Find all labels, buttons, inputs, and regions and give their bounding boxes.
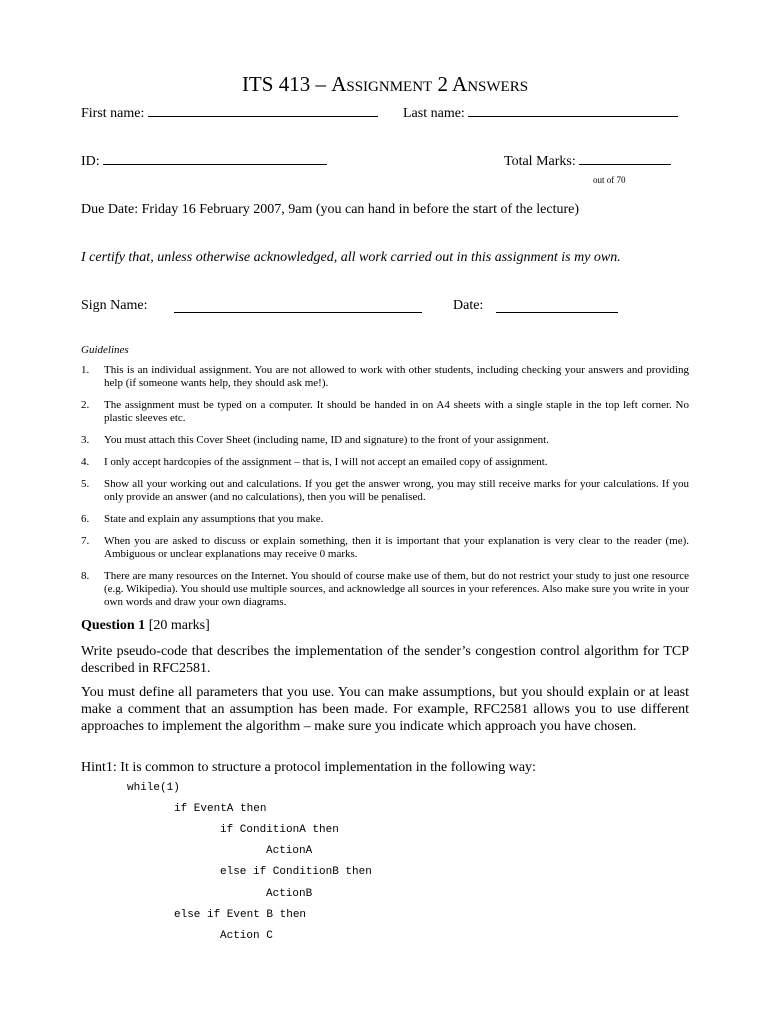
last-name-line — [468, 104, 678, 117]
guideline-item — [81, 456, 689, 469]
guideline-item — [81, 364, 689, 390]
question-1-para-1: Write pseudo-code that describes the implementation of the sender’s congestion control algorithm for TCP described in RFC2581. — [81, 644, 689, 676]
guideline-text: You must attach this Cover Sheet (including name, ID and signature) to the front of your assignment. — [104, 434, 549, 446]
code-line: Action C — [220, 930, 273, 942]
guideline-text: The assignment must be typed on a computer. It should be handed in on A4 sheets with a single staple in the top left corner. No plastic sleeves etc. — [104, 399, 689, 424]
title-prefix: ITS 413 – — [241, 72, 332, 96]
guideline-text: This is an individual assignment. You are not allowed to work with other students, including checking your answers and providing help (if someone wants help, they should ask me!). — [104, 364, 689, 389]
title-rest: Assignment 2 Answers — [331, 72, 529, 96]
sign-name-label: Sign Name: — [81, 298, 148, 313]
question-1-marks: [20 marks] — [145, 618, 210, 633]
guideline-number: 8. — [81, 570, 90, 582]
sign-name-line[interactable] — [174, 300, 422, 313]
guideline-text: I only accept hardcopies of the assignment – that is, I will not accept an emailed copy of assignment. — [104, 456, 548, 468]
code-line: if EventA then — [174, 803, 267, 815]
out-of-note: out of 70 — [593, 175, 626, 185]
guideline-number: 7. — [81, 535, 90, 547]
guideline-text: State and explain any assumptions that you make. — [104, 513, 324, 525]
guideline-item — [81, 478, 689, 504]
guideline-number: 2. — [81, 399, 90, 411]
code-line: if ConditionA then — [220, 824, 339, 836]
guideline-item — [81, 399, 689, 425]
code-line: ActionB — [266, 888, 313, 900]
question-1-heading — [81, 618, 210, 634]
question-1-title: Question 1 — [81, 618, 146, 633]
guideline-text: When you are asked to discuss or explain something, then it is important that your explanation is very clear to the reader (me). Ambiguous or unclear explanations may receive 0 marks. — [104, 535, 689, 560]
code-line: while(1) — [127, 782, 180, 794]
first-name-field[interactable] — [81, 104, 378, 122]
code-line: ActionA — [266, 845, 313, 857]
question-1-para-2: You must define all parameters that you use. You can make assumptions, but you should explain or at least make a comment that an assumption has been made. For example, RFC2581 allows you to use different approaches to implement the algorithm – make sure you indicate which approach you have chosen. — [81, 685, 689, 734]
last-name-field[interactable] — [403, 104, 678, 122]
guidelines-heading: Guidelines — [81, 344, 129, 356]
guideline-text: There are many resources on the Internet. You should of course make use of them, but do not restrict your study to just one resource (e.g. Wikipedia). You should use multiple sources, and acknowledge all sources in your references. Also make sure you write in your own words and draw your own diagrams. — [104, 570, 689, 608]
guideline-number: 1. — [81, 364, 90, 376]
guideline-number: 3. — [81, 434, 90, 446]
guideline-item — [81, 513, 689, 526]
page-title — [0, 72, 770, 97]
code-line: else if ConditionB then — [220, 866, 372, 878]
date-label: Date: — [453, 298, 484, 313]
guideline-number: 4. — [81, 456, 90, 468]
id-field[interactable] — [81, 152, 327, 170]
total-marks-line — [579, 152, 671, 165]
total-marks-label: Total Marks: — [504, 154, 576, 169]
id-line — [103, 152, 327, 165]
guideline-item — [81, 570, 689, 609]
first-name-label: First name: — [81, 106, 145, 121]
code-line: else if Event B then — [174, 909, 307, 921]
total-marks-field[interactable] — [504, 152, 671, 170]
certify-statement: I certify that, unless otherwise acknowledged, all work carried out in this assignment is my own. — [81, 250, 621, 265]
date-line[interactable] — [496, 300, 618, 313]
guideline-number: 6. — [81, 513, 90, 525]
guideline-number: 5. — [81, 478, 90, 490]
question-1-hint: Hint1: It is common to structure a protocol implementation in the following way: — [81, 760, 536, 775]
due-date: Due Date: Friday 16 February 2007, 9am (you can hand in before the start of the lecture) — [81, 202, 579, 217]
last-name-label: Last name: — [403, 106, 465, 121]
guideline-item — [81, 535, 689, 561]
guideline-item — [81, 434, 689, 447]
first-name-line — [148, 104, 378, 117]
guidelines-list — [81, 364, 689, 618]
id-label: ID: — [81, 154, 100, 169]
guideline-text: Show all your working out and calculations. If you get the answer wrong, you may still receive marks for your calculations. If you only provide an answer (and no calculations), then you will be penalised. — [104, 478, 689, 503]
